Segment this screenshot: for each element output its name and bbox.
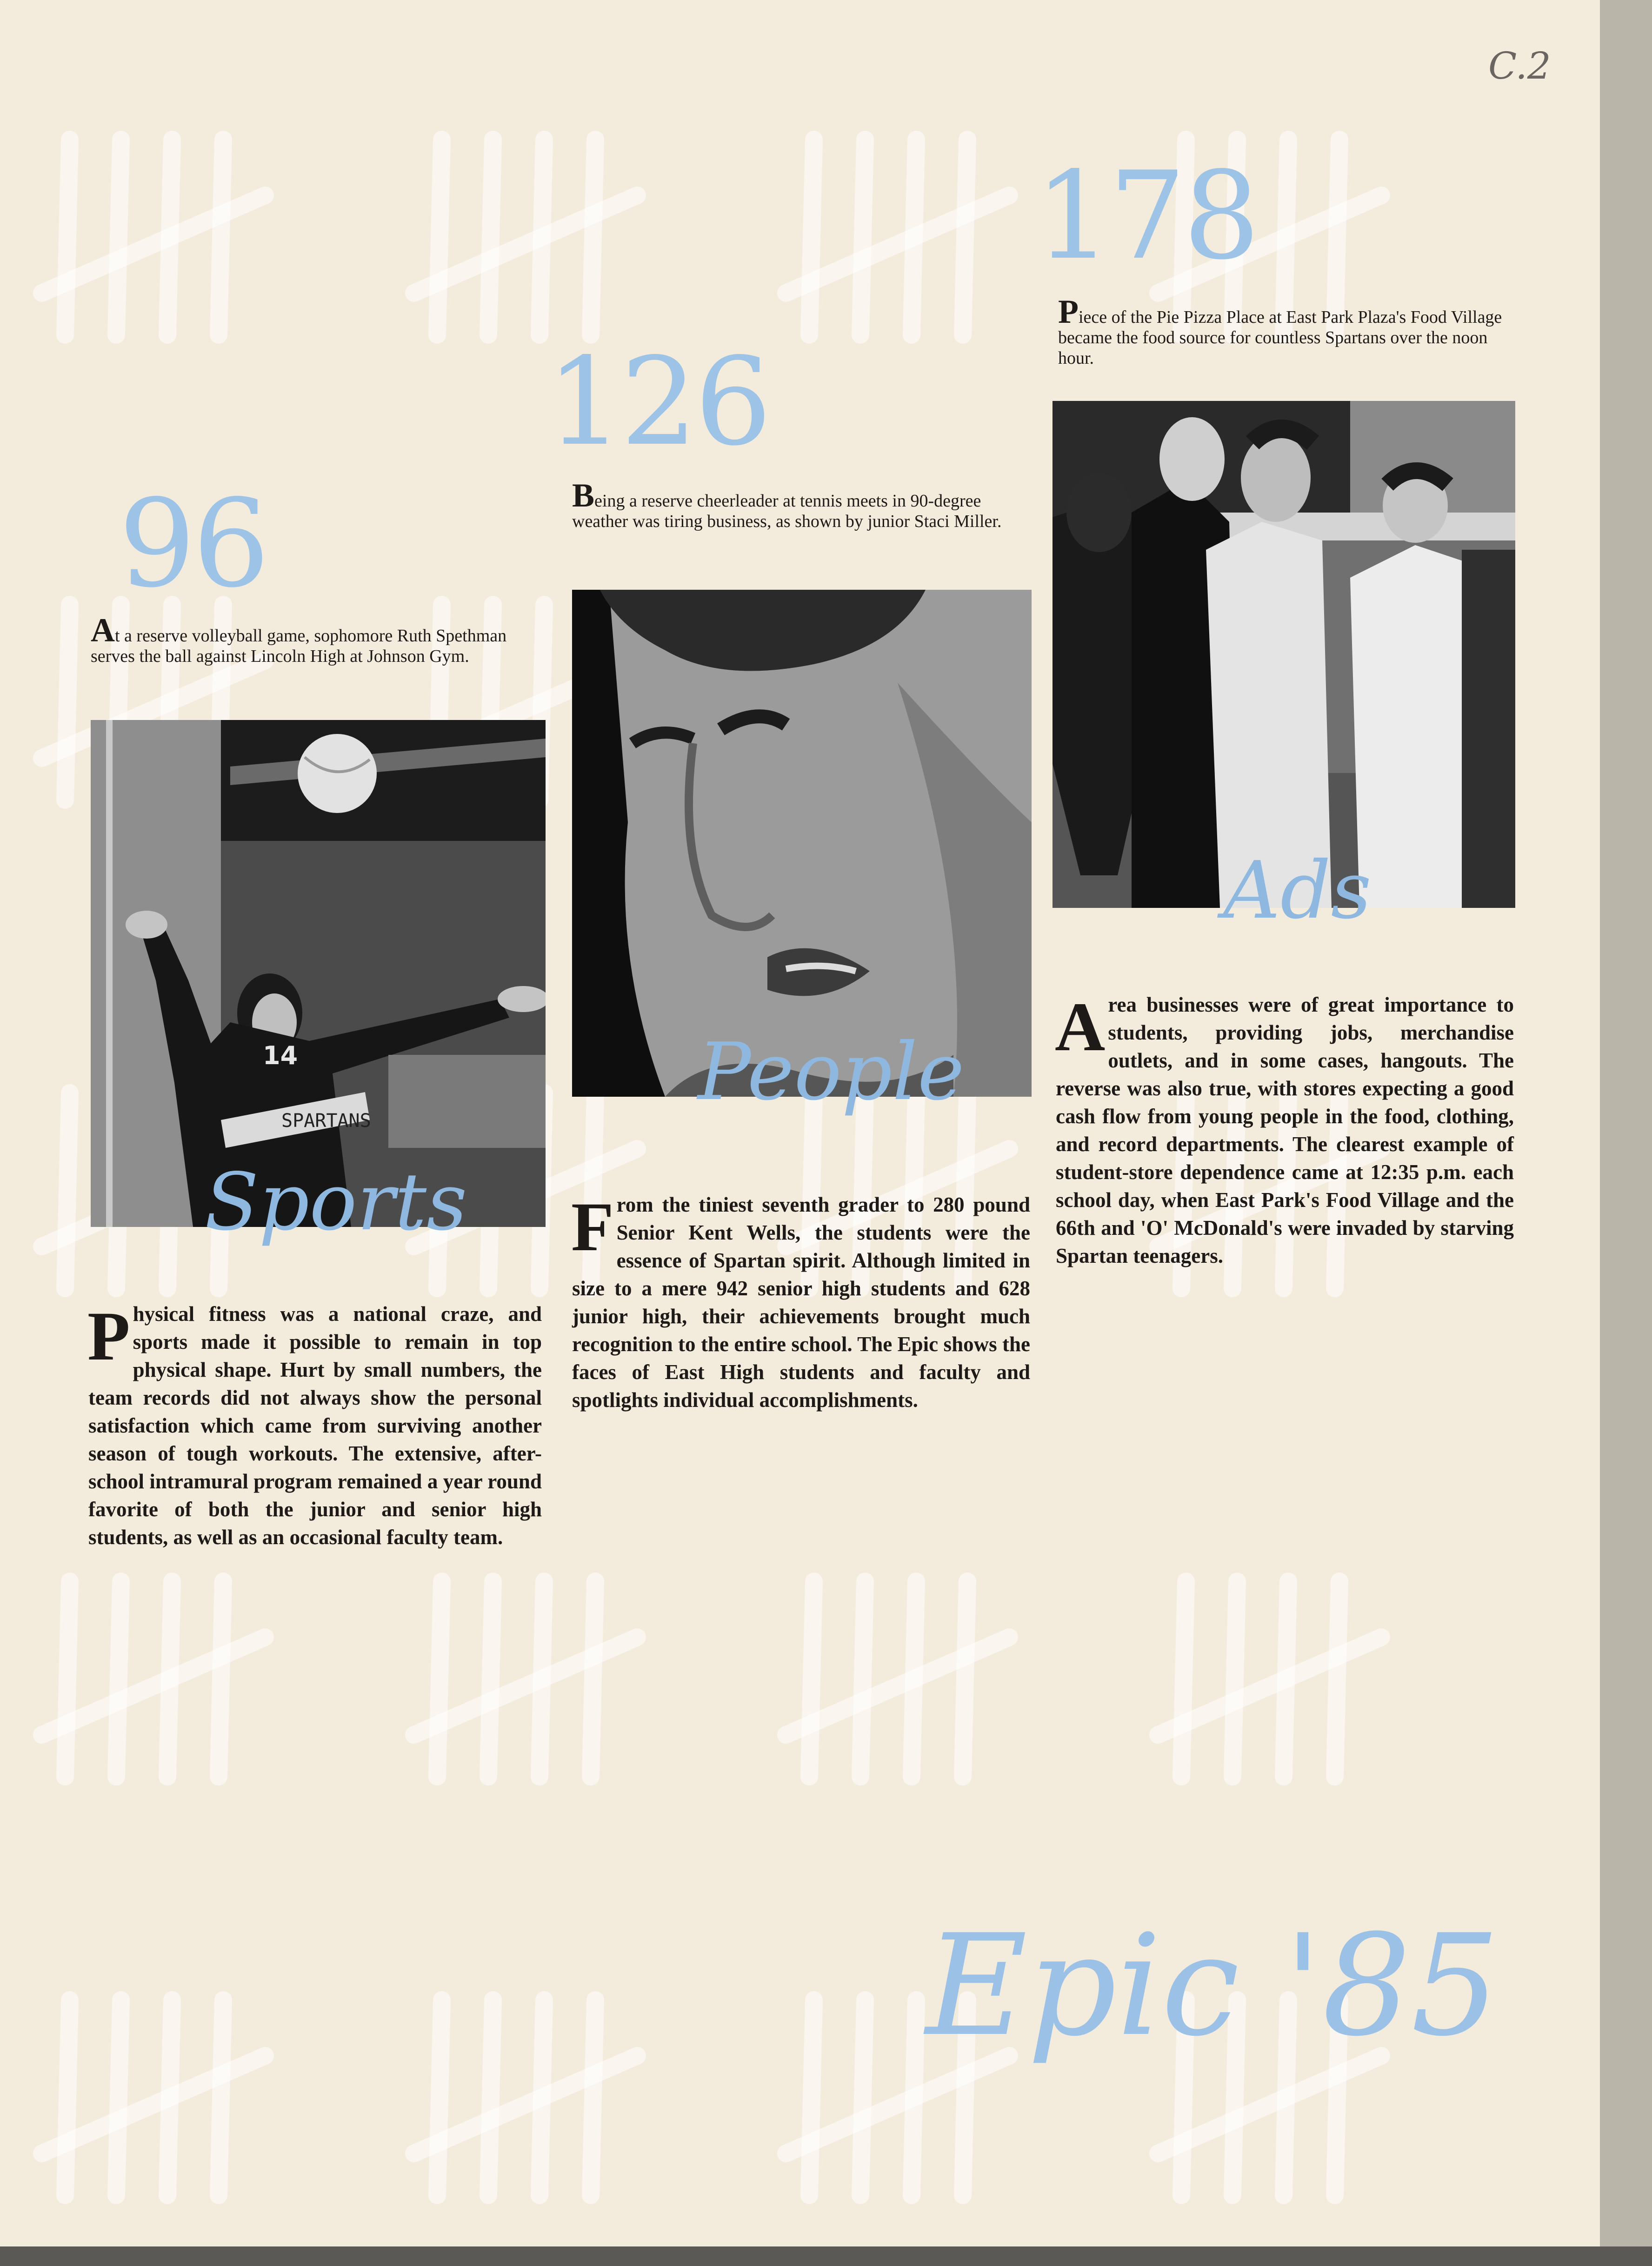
tally-stroke: [860, 1581, 865, 1777]
page-edge: [1600, 0, 1652, 2266]
tally-stroke: [1335, 1581, 1339, 1777]
sports-body-initial: P: [87, 1298, 130, 1375]
sports-photo-volleyball: [91, 720, 546, 1227]
tally-stroke: [65, 1581, 70, 1777]
people-body-initial: F: [571, 1188, 614, 1266]
tally-stroke: [65, 605, 70, 800]
tally-stroke: [116, 140, 121, 335]
tally-stroke: [1232, 1581, 1237, 1777]
tally-stroke: [591, 2000, 595, 2195]
ads-body: [1055, 988, 1514, 1270]
tally-stroke: [809, 140, 814, 335]
sports-caption-text: t a reserve volleyball game, sophomore Ruth Spethman serves the ball against Lincoln High at Johnson Gym.: [91, 626, 507, 666]
ads-caption-initial: P: [1058, 293, 1079, 330]
tally-stroke: [116, 2000, 121, 2195]
tally-stroke: [591, 140, 595, 335]
ads-caption: [1058, 293, 1514, 368]
jersey-number: 14: [263, 1041, 298, 1070]
sports-section-label: Sports: [205, 1156, 467, 1248]
ads-caption-text: iece of the Pie Pizza Place at East Park Plaza's Food Village became the food source for countless Spartans over the noon hour.: [1058, 307, 1502, 368]
ads-photo-food-court: [1052, 401, 1515, 908]
tally-stroke: [437, 1581, 442, 1777]
people-caption-text: eing a reserve cheerleader at tennis meets in 90-degree weather was tiring business, as shown by junior Staci Miller.: [572, 491, 1002, 531]
tally-stroke: [488, 1581, 493, 1777]
tally-stroke: [963, 140, 967, 335]
tally-stroke: [65, 2000, 70, 2195]
tally-stroke: [219, 1581, 223, 1777]
people-photo-portrait: [572, 590, 1032, 1097]
sports-body-text: hysical fitness was a national craze, and sports made it possible to remain in top physical shape. Hurt by small numbers, the team records did not always show the personal satisfaction which came from surviving another season of tough workouts. The extensive, after-school intramural program remained a year round favorite of both the junior and senior high students, as well as an occasional faculty team.: [88, 1302, 542, 1549]
tally-stroke: [963, 1581, 967, 1777]
tally-stroke: [1181, 1581, 1186, 1777]
tally-stroke: [860, 140, 865, 335]
tally-stroke: [437, 140, 442, 335]
tally-stroke: [65, 140, 70, 335]
tally-stroke: [219, 140, 223, 335]
tally-stroke: [809, 1581, 814, 1777]
ads-body-text: rea businesses were of great importance to students, providing jobs, merchandise outlets, and in some cases, hangouts. The reverse was also true, with stores expecting a good cash flow from young people in the food, clothing, and record departments. The clearest example of student-store dependence came at 12:35 p.m. each school day, when East Park's Food Village and the 66th and 'O' McDonald's were invaded by starving Spartan teenagers.: [1056, 993, 1514, 1267]
people-body-text: rom the tiniest seventh grader to 280 pound Senior Kent Wells, the students were the essence of Spartan spirit. Although limited in size to a mere 942 senior high students and 628 junior high, their achievements brought much recognition to the entire school. The Epic shows the faces of East High students and faculty and spotlights individual accomplishments.: [572, 1193, 1030, 1412]
sports-caption-initial: A: [91, 612, 115, 649]
tally-stroke: [219, 2000, 223, 2195]
jersey-lettering: SPARTANS: [281, 1110, 371, 1132]
epic-85-logo: Epic '85: [926, 1905, 1500, 2067]
tally-stroke: [65, 1093, 70, 1288]
scan-border: [0, 2246, 1652, 2266]
tally-stroke: [116, 1581, 121, 1777]
tally-stroke: [437, 2000, 442, 2195]
sports-caption: [91, 612, 528, 666]
tally-stroke: [488, 140, 493, 335]
handwritten-note: C.2: [1488, 44, 1551, 87]
ads-page-number: 178: [1035, 146, 1258, 287]
people-page-number: 126: [546, 332, 769, 473]
people-caption-initial: B: [572, 477, 595, 514]
people-section-label: People: [698, 1026, 965, 1118]
people-body: [571, 1188, 1030, 1414]
tally-stroke: [860, 2000, 865, 2195]
tally-stroke: [488, 2000, 493, 2195]
people-caption: [572, 477, 1032, 532]
ads-body-initial: A: [1055, 988, 1106, 1066]
sports-page-number: 96: [119, 474, 267, 614]
tally-stroke: [809, 2000, 814, 2195]
ads-section-label: Ads: [1223, 845, 1372, 937]
tally-stroke: [591, 1581, 595, 1777]
sports-body: [88, 1300, 542, 1551]
